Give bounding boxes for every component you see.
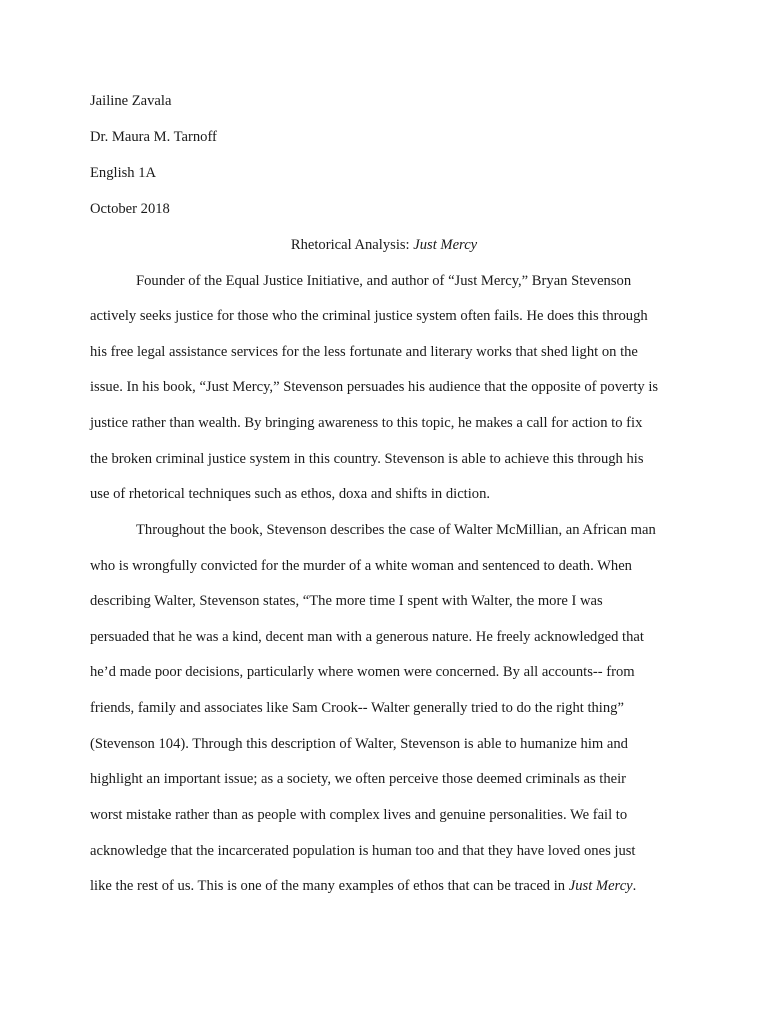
paragraph-line: use of rhetorical techniques such as ethos, doxa and shifts in diction.: [90, 486, 491, 502]
paragraph-line: (Stevenson 104). Through this description of Walter, Stevenson is able to humanize him and: [90, 736, 628, 752]
paragraph-line: he’d made poor decisions, particularly where women were concerned. By all accounts-- from: [90, 664, 635, 680]
course-name: English 1A: [90, 165, 157, 181]
paragraph-line: who is wrongfully convicted for the murder of a white woman and sentenced to death. When: [90, 558, 632, 574]
paragraph-line: issue. In his book, “Just Mercy,” Stevenson persuades his audience that the opposite of poverty is: [90, 379, 659, 395]
paragraph-line: persuaded that he was a kind, decent man with a generous nature. He freely acknowledged that: [90, 629, 644, 645]
paragraph-line: describing Walter, Stevenson states, “The more time I spent with Walter, the more I was: [90, 593, 603, 609]
paragraph-line: [90, 877, 636, 895]
paragraph-line: highlight an important issue; as a society, we often perceive those deemed criminals as their: [90, 771, 627, 787]
paragraph-line: the broken criminal justice system in this country. Stevenson is able to achieve this through his: [90, 451, 644, 467]
paragraph-line: worst mistake rather than as people with complex lives and genuine personalities. We fail to: [90, 807, 628, 823]
book-title-inline: Just Mercy: [568, 878, 633, 894]
paragraph-line: his free legal assistance services for the less fortunate and literary works that shed light on the: [90, 344, 638, 360]
essay-title-book: Just Mercy: [413, 237, 478, 253]
instructor-name: Dr. Maura M. Tarnoff: [90, 129, 217, 145]
author-name: Jailine Zavala: [90, 93, 172, 109]
paragraph-text: .: [632, 878, 637, 894]
essay-title-prefix: Rhetorical Analysis:: [290, 237, 414, 253]
paragraph-line: acknowledge that the incarcerated population is human too and that they have loved ones just: [90, 843, 636, 859]
essay-date: October 2018: [90, 201, 170, 217]
paragraph-line: friends, family and associates like Sam Crook-- Walter generally tried to do the right thing”: [90, 700, 624, 716]
paragraph-text: like the rest of us. This is one of the many examples of ethos that can be traced in: [90, 878, 569, 894]
essay-title: [0, 236, 768, 254]
paragraph-line: actively seeks justice for those who the criminal justice system often fails. He does this through: [90, 308, 648, 324]
paragraph-line: justice rather than wealth. By bringing awareness to this topic, he makes a call for action to fix: [90, 415, 643, 431]
paragraph-line: Throughout the book, Stevenson describes the case of Walter McMillian, an African man: [136, 522, 656, 538]
paragraph-line: Founder of the Equal Justice Initiative, and author of “Just Mercy,” Bryan Stevenson: [136, 273, 632, 289]
